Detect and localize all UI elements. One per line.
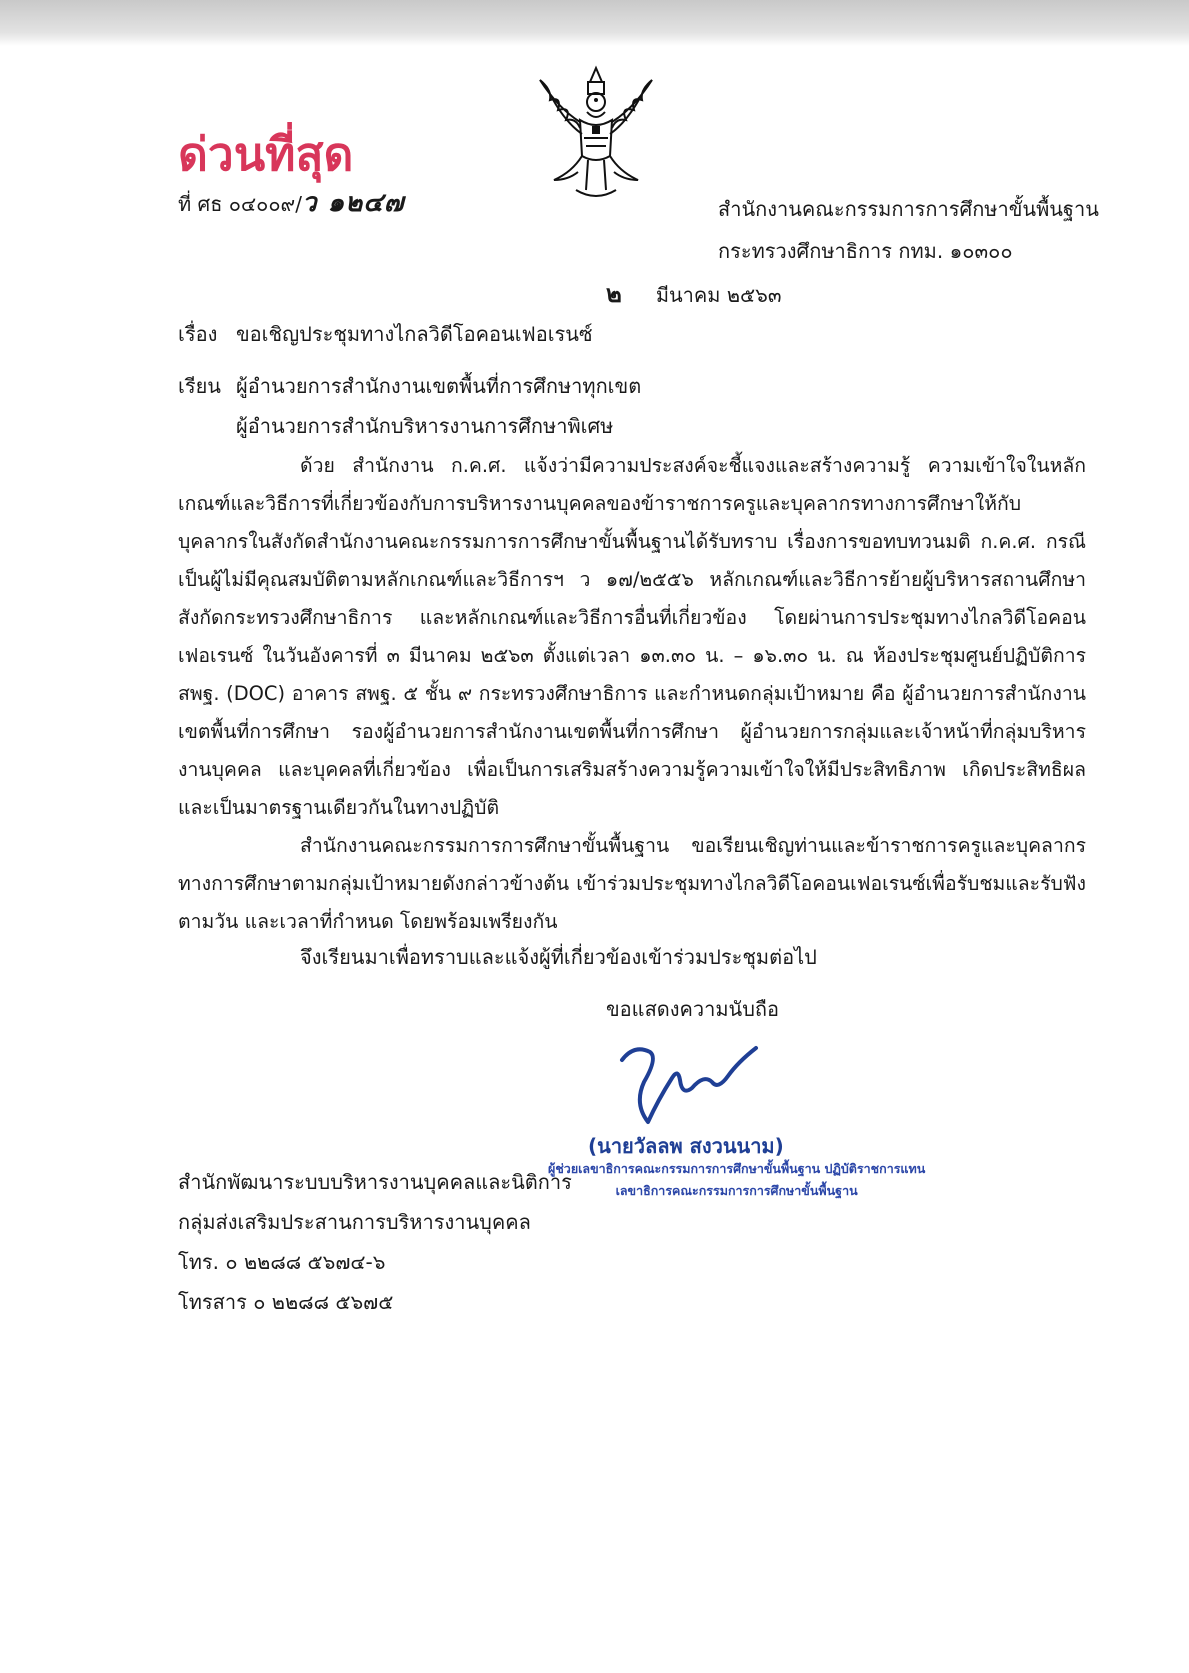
urgency-heading: ด่วนที่สุด — [178, 127, 354, 181]
body-paragraph-1: ด้วย สำนักงาน ก.ค.ศ. แจ้งว่ามีความประสงค์จะชี้แจงและสร้างความรู้ ความเข้าใจในหลักเกณฑ์และวิธีการที่เกี่ยวข้องกับการบริหารงานบุคคลของข้าราชการครูและบุคลากรทางการศึกษาให้กับบุคลากรในสังกัดสำนักงานคณะกรรมการการศึกษาขั้นพื้นฐานได้รับทราบ เรื่องการขอทบทวนมติ ก.ค.ศ. กรณีเป็นผู้ไม่มีคุณสมบัติตามหลักเกณฑ์และวิธีการฯ ว ๑๗/๒๕๕๖ หลักเกณฑ์และวิธีการย้ายผู้บริหารสถานศึกษา สังกัดกระทรวงศึกษาธิการ และหลักเกณฑ์และวิธีการอื่นที่เกี่ยวข้อง โดยผ่านการประชุมทางไกลวิดีโอคอนเฟอเรนซ์ ในวันอังคารที่ ๓ มีนาคม ๒๕๖๓ ตั้งแต่เวลา ๑๓.๓๐ น. – ๑๖.๓๐ น. ณ ห้องประชุมศูนย์ปฏิบัติการ สพฐ. (DOC) อาคาร สพฐ. ๕ ชั้น ๙ กระทรวงศึกษาธิการ และกำหนดกลุ่มเป้าหมาย คือ ผู้อำนวยการสำนักงานเขตพื้นที่การศึกษา รองผู้อำนวยการสำนักงานเขตพื้นที่การศึกษา ผู้อำนวยการกลุ่มและเจ้าหน้าที่กลุ่มบริหารงานบุคคล และบุคคลที่เกี่ยวข้อง เพื่อเป็นการเสริมสร้างความรู้ความเข้าใจให้มีประสิทธิภาพ เกิดประสิทธิผลและเป็นมาตรฐานเดียวกันในทางปฏิบัติ — [178, 454, 1086, 819]
document-number-handwritten: ว ๑๒๔๗ — [301, 188, 405, 218]
document-number — [178, 182, 404, 223]
garuda-emblem — [532, 60, 660, 208]
office-name: สำนักงานคณะกรรมการการศึกษาขั้นพื้นฐาน — [718, 197, 1099, 221]
date-month-year: มีนาคม ๒๕๖๓ — [655, 283, 782, 307]
footer-group: กลุ่มส่งเสริมประสานการบริหารงานบุคคล — [178, 1210, 531, 1234]
letter-date — [606, 274, 782, 313]
recipient-block — [178, 366, 641, 446]
subject-text: ขอเชิญประชุมทางไกลวิดีโอคอนเฟอเรนซ์ — [236, 322, 593, 346]
recipient-line-1: ผู้อำนวยการสำนักงานเขตพื้นที่การศึกษาทุกเขต — [236, 374, 642, 398]
issuing-office — [718, 188, 1099, 272]
signer-name: (นายวัลลพ สงวนนาม) — [588, 1134, 784, 1158]
recipient-line-2: ผู้อำนวยการสำนักบริหารงานการศึกษาพิเศษ — [236, 414, 614, 438]
subject-line — [178, 318, 593, 350]
recipient-label: เรียน — [178, 374, 221, 398]
body-paragraph-3: จึงเรียนมาเพื่อทราบและแจ้งผู้ที่เกี่ยวข้องเข้าร่วมประชุมต่อไป — [300, 945, 817, 969]
body-paragraph-2: สำนักงานคณะกรรมการการศึกษาขั้นพื้นฐาน ขอเรียนเชิญท่านและข้าราชการครูและบุคลากรทางการศึกษาตามกลุ่มเป้าหมายดังกล่าวข้างต้น เข้าร่วมประชุมทางไกลวิดีโอคอนเฟอเรนซ์เพื่อรับชมและรับฟังตามวัน และเวลาที่กำหนด โดยพร้อมเพรียงกัน — [178, 834, 1086, 933]
footer-fax: โทรสาร ๐ ๒๒๘๘ ๕๖๗๕ — [178, 1290, 394, 1314]
date-day: ๒ — [606, 280, 622, 308]
position-stamp — [548, 1158, 925, 1202]
footer-department: สำนักพัฒนาระบบบริหารงานบุคคลและนิติการ — [178, 1170, 572, 1194]
subject-label: เรื่อง — [178, 322, 218, 346]
scan-top-edge — [0, 0, 1189, 46]
contact-footer — [178, 1162, 572, 1322]
handwritten-signature — [600, 1030, 770, 1130]
stamp-line-1: ผู้ช่วยเลขาธิการคณะกรรมการการศึกษาขั้นพื้นฐาน ปฏิบัติราชการแทน — [548, 1161, 926, 1176]
stamp-line-2: เลขาธิการคณะกรรมการการศึกษาขั้นพื้นฐาน — [615, 1183, 858, 1198]
office-address: กระทรวงศึกษาธิการ กทม. ๑๐๓๐๐ — [718, 239, 1013, 263]
footer-phone: โทร. ๐ ๒๒๘๘ ๕๖๗๔-๖ — [178, 1250, 386, 1274]
document-number-prefix: ที่ ศธ ๐๔๐๐๙/ — [178, 192, 302, 216]
closing-salutation: ขอแสดงความนับถือ — [606, 997, 780, 1021]
